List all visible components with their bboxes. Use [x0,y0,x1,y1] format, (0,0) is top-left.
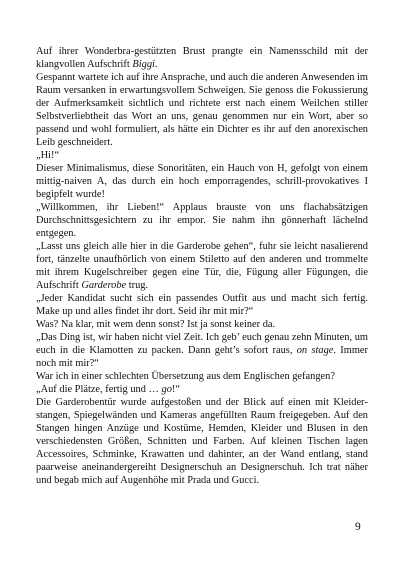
text-run: „Lasst uns gleich alle hier in die Garderobe gehen“, fuhr sie leicht nasalierend fort, tänzelte unaufhörlich von einem Stiletto auf den anderen und trommelte mit ihrem Kugelschreiber gegen eine Tür, die, Fügung aller Fügungen, die Aufschrift [36,241,368,291]
text-run: „Auf die Plätze, fertig und … [36,384,162,395]
text-run: „Willkommen, ihr Lieben!“ Applaus brauste von uns flachabsätzigen Durchschnittsgesichtern zu ihr empor. Sie nahm ihn gönnerhaft lächelnd entgegen. [36,202,368,239]
text-run: War ich in einer schlechten Übersetzung aus dem Englischen gefangen? [36,371,335,382]
paragraph [36,240,368,292]
text-run: . [154,59,158,70]
text-run: „Das Ding ist, wir haben nicht viel Zeit. Ich geb’ euch genau zehn Minuten, um euch in die Klamotten zu packen. Dann geht’s sofort raus, [36,332,368,356]
italic-text: on stage [296,345,334,356]
text-run: !“ [171,384,180,395]
paragraph [36,331,368,370]
paragraph [36,292,368,318]
italic-text: Garderobe [81,280,127,291]
text-run: Auf ihrer Wonderbra-gestützten Brust prangte ein Namensschild mit der klangvollen Aufschrift [36,46,368,70]
paragraph [36,162,368,201]
text-run: Was? Na klar, mit wem denn sonst? Ist ja sonst keiner da. [36,319,276,330]
paragraph [36,149,368,162]
text-run: Dieser Minimalismus, diese Sonoritäten, ein Hauch von H, gefolgt von einem mittig-naiven A, das durch ein hoch emporragendes, schrill-provokatives I begipfelt wurde! [36,163,368,200]
italic-text: Biggi [132,59,155,70]
paragraph [36,201,368,240]
paragraph [36,370,368,383]
paragraph [36,396,368,487]
paragraph [36,71,368,149]
page-number: 9 [355,521,361,533]
body-text [36,45,368,487]
italic-text: go [161,384,172,395]
text-run: Die Garderobentür wurde aufgestoßen und der Blick auf einen mit Kleiderstangen, Spiegelwänden und Kameras angefüllten Raum freigegeben. Auf den Stangen hingen Anzüge und Kostüme, Hemden, Kleider und Blusen in den verschiedensten Größen, Schnitten und Farben. Auf kleinen Tischen lagen Accessoires, Schminke, Krawatten und dahinter, an der Wand entlang, stand paarweise aneinandergereiht Designerschuh an Designerschuh. Ich trat näher und begab mich auf Augenhöhe mit Prada und Gucci. [36,397,368,486]
paragraph [36,318,368,331]
text-run: Gespannt wartete ich auf ihre Ansprache, und auch die anderen Anwesenden im Raum versanken in erwartungsvollem Schweigen. Sie genoss die Fokussierung der Aufmerksamkeit sichtlich und richtete erst nach einem Weilchen stiller Selbstverliebtheit das Wort an uns, genau genommen nur ein Wort, aber so passend und wohl formuliert, als hätte ein Dichter es ihr auf den anorexischen Leib geschneidert. [36,72,368,148]
paragraph [36,45,368,71]
text-run: trug. [126,280,149,291]
text-run: „Hi!“ [36,150,60,161]
paragraph [36,383,368,396]
text-run: „Jeder Kandidat sucht sich ein passendes Outfit aus und macht sich fertig. Make up und alles findet ihr dort. Seid ihr mit mir?“ [36,293,368,317]
text-run: . Immer noch mit mir?“ [36,345,369,369]
